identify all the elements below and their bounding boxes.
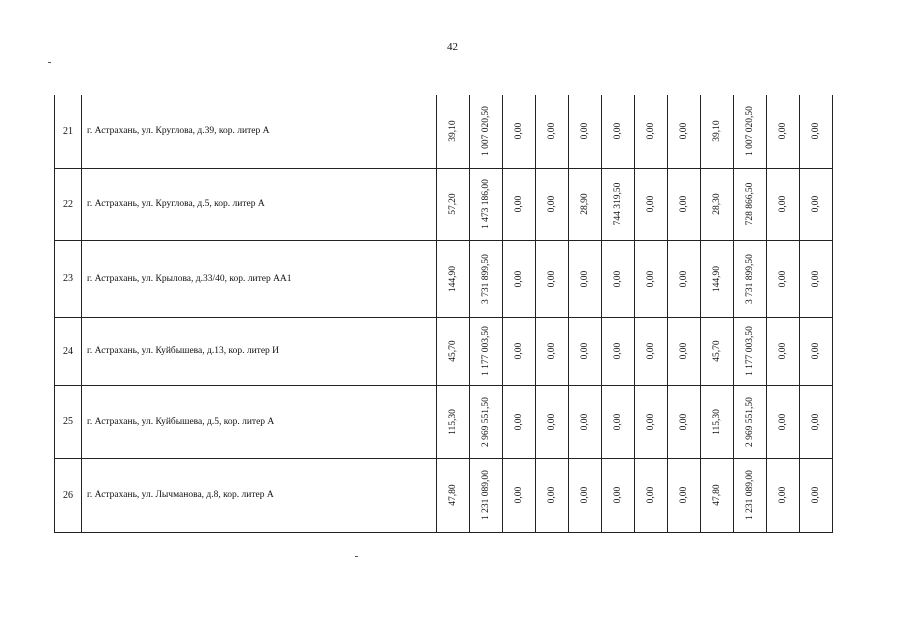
- value-cell: [800, 458, 833, 532]
- table-row: [55, 168, 833, 240]
- value-cell: [800, 95, 833, 168]
- value-cell: [602, 458, 635, 532]
- value-cell: [437, 95, 470, 168]
- value-text: 47,80: [448, 484, 458, 506]
- value-cell: [701, 385, 734, 458]
- scan-speck: [355, 556, 358, 557]
- value-cell: [503, 317, 536, 385]
- value-text: 0,00: [514, 342, 524, 360]
- value-text: 0,00: [547, 195, 557, 213]
- value-cell: [635, 385, 668, 458]
- value-cell: [602, 385, 635, 458]
- value-text: 0,00: [811, 122, 821, 140]
- value-text: 0,00: [613, 270, 623, 287]
- value-cell: [800, 317, 833, 385]
- value-text: 0,00: [811, 342, 821, 360]
- value-cell: [536, 458, 569, 532]
- value-text: 0,00: [646, 122, 656, 140]
- value-cell: [536, 168, 569, 240]
- value-cell: [569, 168, 602, 240]
- value-text: 1 473 186,00: [481, 179, 491, 229]
- table-row: [55, 458, 833, 532]
- value-cell: [767, 95, 800, 168]
- address-cell: г. Астрахань, ул. Куйбышева, д.13, кор. литер И: [82, 317, 437, 385]
- value-text: 0,00: [547, 270, 557, 287]
- value-cell: [569, 458, 602, 532]
- value-cell: [734, 317, 767, 385]
- value-cell: [602, 95, 635, 168]
- value-text: 0,00: [514, 122, 524, 140]
- value-text: 45,70: [712, 340, 722, 362]
- value-cell: [767, 385, 800, 458]
- value-text: 0,00: [580, 270, 590, 287]
- value-text: 0,00: [580, 486, 590, 504]
- value-cell: [503, 168, 536, 240]
- value-cell: [668, 95, 701, 168]
- value-text: 0,00: [778, 122, 788, 140]
- value-cell: [734, 458, 767, 532]
- value-text: 0,00: [580, 413, 590, 430]
- value-cell: [734, 240, 767, 317]
- value-cell: [569, 240, 602, 317]
- address-cell: г. Астрахань, ул. Куйбышева, д.5, кор. литер А: [82, 385, 437, 458]
- address-cell: г. Астрахань, ул. Лычманова, д.8, кор. литер А: [82, 458, 437, 532]
- value-text: 0,00: [613, 342, 623, 360]
- table-row: [55, 95, 833, 168]
- value-cell: [767, 458, 800, 532]
- value-text: 0,00: [613, 122, 623, 140]
- value-text: 0,00: [679, 486, 689, 504]
- row-number: 23: [55, 240, 82, 317]
- value-text: 0,00: [679, 195, 689, 213]
- value-cell: [569, 385, 602, 458]
- value-cell: [800, 168, 833, 240]
- value-cell: [569, 317, 602, 385]
- value-cell: [536, 240, 569, 317]
- table-row: [55, 240, 833, 317]
- value-text: 1 231 089,00: [481, 470, 491, 520]
- value-text: 0,00: [811, 413, 821, 430]
- value-text: 144,90: [712, 265, 722, 292]
- value-cell: [635, 240, 668, 317]
- row-number: 22: [55, 168, 82, 240]
- value-cell: [668, 385, 701, 458]
- value-cell: [767, 168, 800, 240]
- value-cell: [701, 95, 734, 168]
- value-text: 0,00: [580, 342, 590, 360]
- value-text: 2 969 551,50: [745, 396, 755, 447]
- table-body: [55, 95, 833, 532]
- value-text: 28,30: [712, 193, 722, 215]
- value-text: 0,00: [811, 486, 821, 504]
- value-text: 57,20: [448, 193, 458, 215]
- scan-speck: [48, 62, 51, 63]
- value-text: 728 866,50: [745, 182, 755, 226]
- value-text: 0,00: [811, 270, 821, 287]
- value-text: 1 007 020,50: [745, 106, 755, 157]
- value-text: 0,00: [580, 122, 590, 140]
- value-cell: [536, 317, 569, 385]
- value-cell: [668, 240, 701, 317]
- value-cell: [437, 385, 470, 458]
- value-text: 45,70: [448, 340, 458, 362]
- value-text: 0,00: [778, 270, 788, 287]
- value-text: 0,00: [547, 122, 557, 140]
- value-text: 744 319,50: [613, 182, 623, 226]
- table-row: [55, 317, 833, 385]
- value-text: 0,00: [514, 413, 524, 430]
- value-text: 0,00: [811, 195, 821, 213]
- value-cell: [701, 317, 734, 385]
- value-text: 115,30: [448, 408, 458, 435]
- value-cell: [767, 240, 800, 317]
- value-cell: [800, 240, 833, 317]
- value-text: 1 177 003,50: [745, 326, 755, 376]
- value-cell: [701, 240, 734, 317]
- value-text: 0,00: [679, 122, 689, 140]
- value-text: 0,00: [547, 413, 557, 430]
- value-text: 0,00: [613, 413, 623, 430]
- value-text: 0,00: [547, 486, 557, 504]
- value-text: 0,00: [547, 342, 557, 360]
- registry-table: [54, 95, 833, 533]
- value-text: 0,00: [646, 413, 656, 430]
- value-text: 144,90: [448, 265, 458, 292]
- value-cell: [668, 168, 701, 240]
- value-cell: [734, 168, 767, 240]
- value-text: 0,00: [646, 486, 656, 504]
- value-text: 0,00: [778, 342, 788, 360]
- value-cell: [470, 240, 503, 317]
- value-cell: [668, 458, 701, 532]
- value-text: 0,00: [646, 270, 656, 287]
- value-text: 0,00: [778, 195, 788, 213]
- value-cell: [470, 385, 503, 458]
- value-cell: [437, 317, 470, 385]
- address-cell: г. Астрахань, ул. Круглова, д.39, кор. литер А: [82, 95, 437, 168]
- value-text: 0,00: [778, 486, 788, 504]
- value-cell: [635, 317, 668, 385]
- value-cell: [503, 240, 536, 317]
- value-text: 39,10: [448, 120, 458, 142]
- value-cell: [536, 95, 569, 168]
- value-cell: [437, 168, 470, 240]
- value-text: 28,90: [580, 193, 590, 215]
- value-cell: [470, 95, 503, 168]
- value-text: 47,80: [712, 484, 722, 506]
- value-cell: [503, 95, 536, 168]
- address-cell: г. Астрахань, ул. Круглова, д.5, кор. литер А: [82, 168, 437, 240]
- value-cell: [503, 385, 536, 458]
- value-cell: [734, 385, 767, 458]
- value-cell: [437, 458, 470, 532]
- value-text: 1 231 089,00: [745, 470, 755, 520]
- value-cell: [635, 458, 668, 532]
- value-cell: [701, 458, 734, 532]
- table-row: [55, 385, 833, 458]
- value-cell: [569, 95, 602, 168]
- value-cell: [800, 385, 833, 458]
- value-cell: [470, 317, 503, 385]
- value-cell: [602, 240, 635, 317]
- value-cell: [470, 168, 503, 240]
- value-cell: [767, 317, 800, 385]
- value-text: 0,00: [679, 270, 689, 287]
- page-number: 42: [447, 41, 458, 53]
- value-text: 0,00: [646, 342, 656, 360]
- value-cell: [602, 168, 635, 240]
- row-number: 24: [55, 317, 82, 385]
- value-text: 1 007 020,50: [481, 106, 491, 157]
- value-text: 0,00: [514, 486, 524, 504]
- value-cell: [701, 168, 734, 240]
- value-cell: [503, 458, 536, 532]
- value-cell: [668, 317, 701, 385]
- value-text: 0,00: [613, 486, 623, 504]
- value-text: 0,00: [778, 413, 788, 430]
- value-text: 2 969 551,50: [481, 396, 491, 447]
- value-text: 0,00: [679, 413, 689, 430]
- address-cell: г. Астрахань, ул. Крылова, д.33/40, кор. литер АА1: [82, 240, 437, 317]
- value-cell: [536, 385, 569, 458]
- value-text: 0,00: [646, 195, 656, 213]
- value-text: 3 731 899,50: [745, 253, 755, 304]
- value-text: 3 731 899,50: [481, 253, 491, 304]
- value-cell: [635, 168, 668, 240]
- value-cell: [734, 95, 767, 168]
- value-text: 1 177 003,50: [481, 326, 491, 376]
- value-cell: [602, 317, 635, 385]
- value-text: 39,10: [712, 120, 722, 142]
- value-text: 0,00: [679, 342, 689, 360]
- value-text: 115,30: [712, 408, 722, 435]
- row-number: 26: [55, 458, 82, 532]
- value-text: 0,00: [514, 270, 524, 287]
- value-cell: [635, 95, 668, 168]
- value-cell: [437, 240, 470, 317]
- row-number: 25: [55, 385, 82, 458]
- row-number: 21: [55, 95, 82, 168]
- value-cell: [470, 458, 503, 532]
- value-text: 0,00: [514, 195, 524, 213]
